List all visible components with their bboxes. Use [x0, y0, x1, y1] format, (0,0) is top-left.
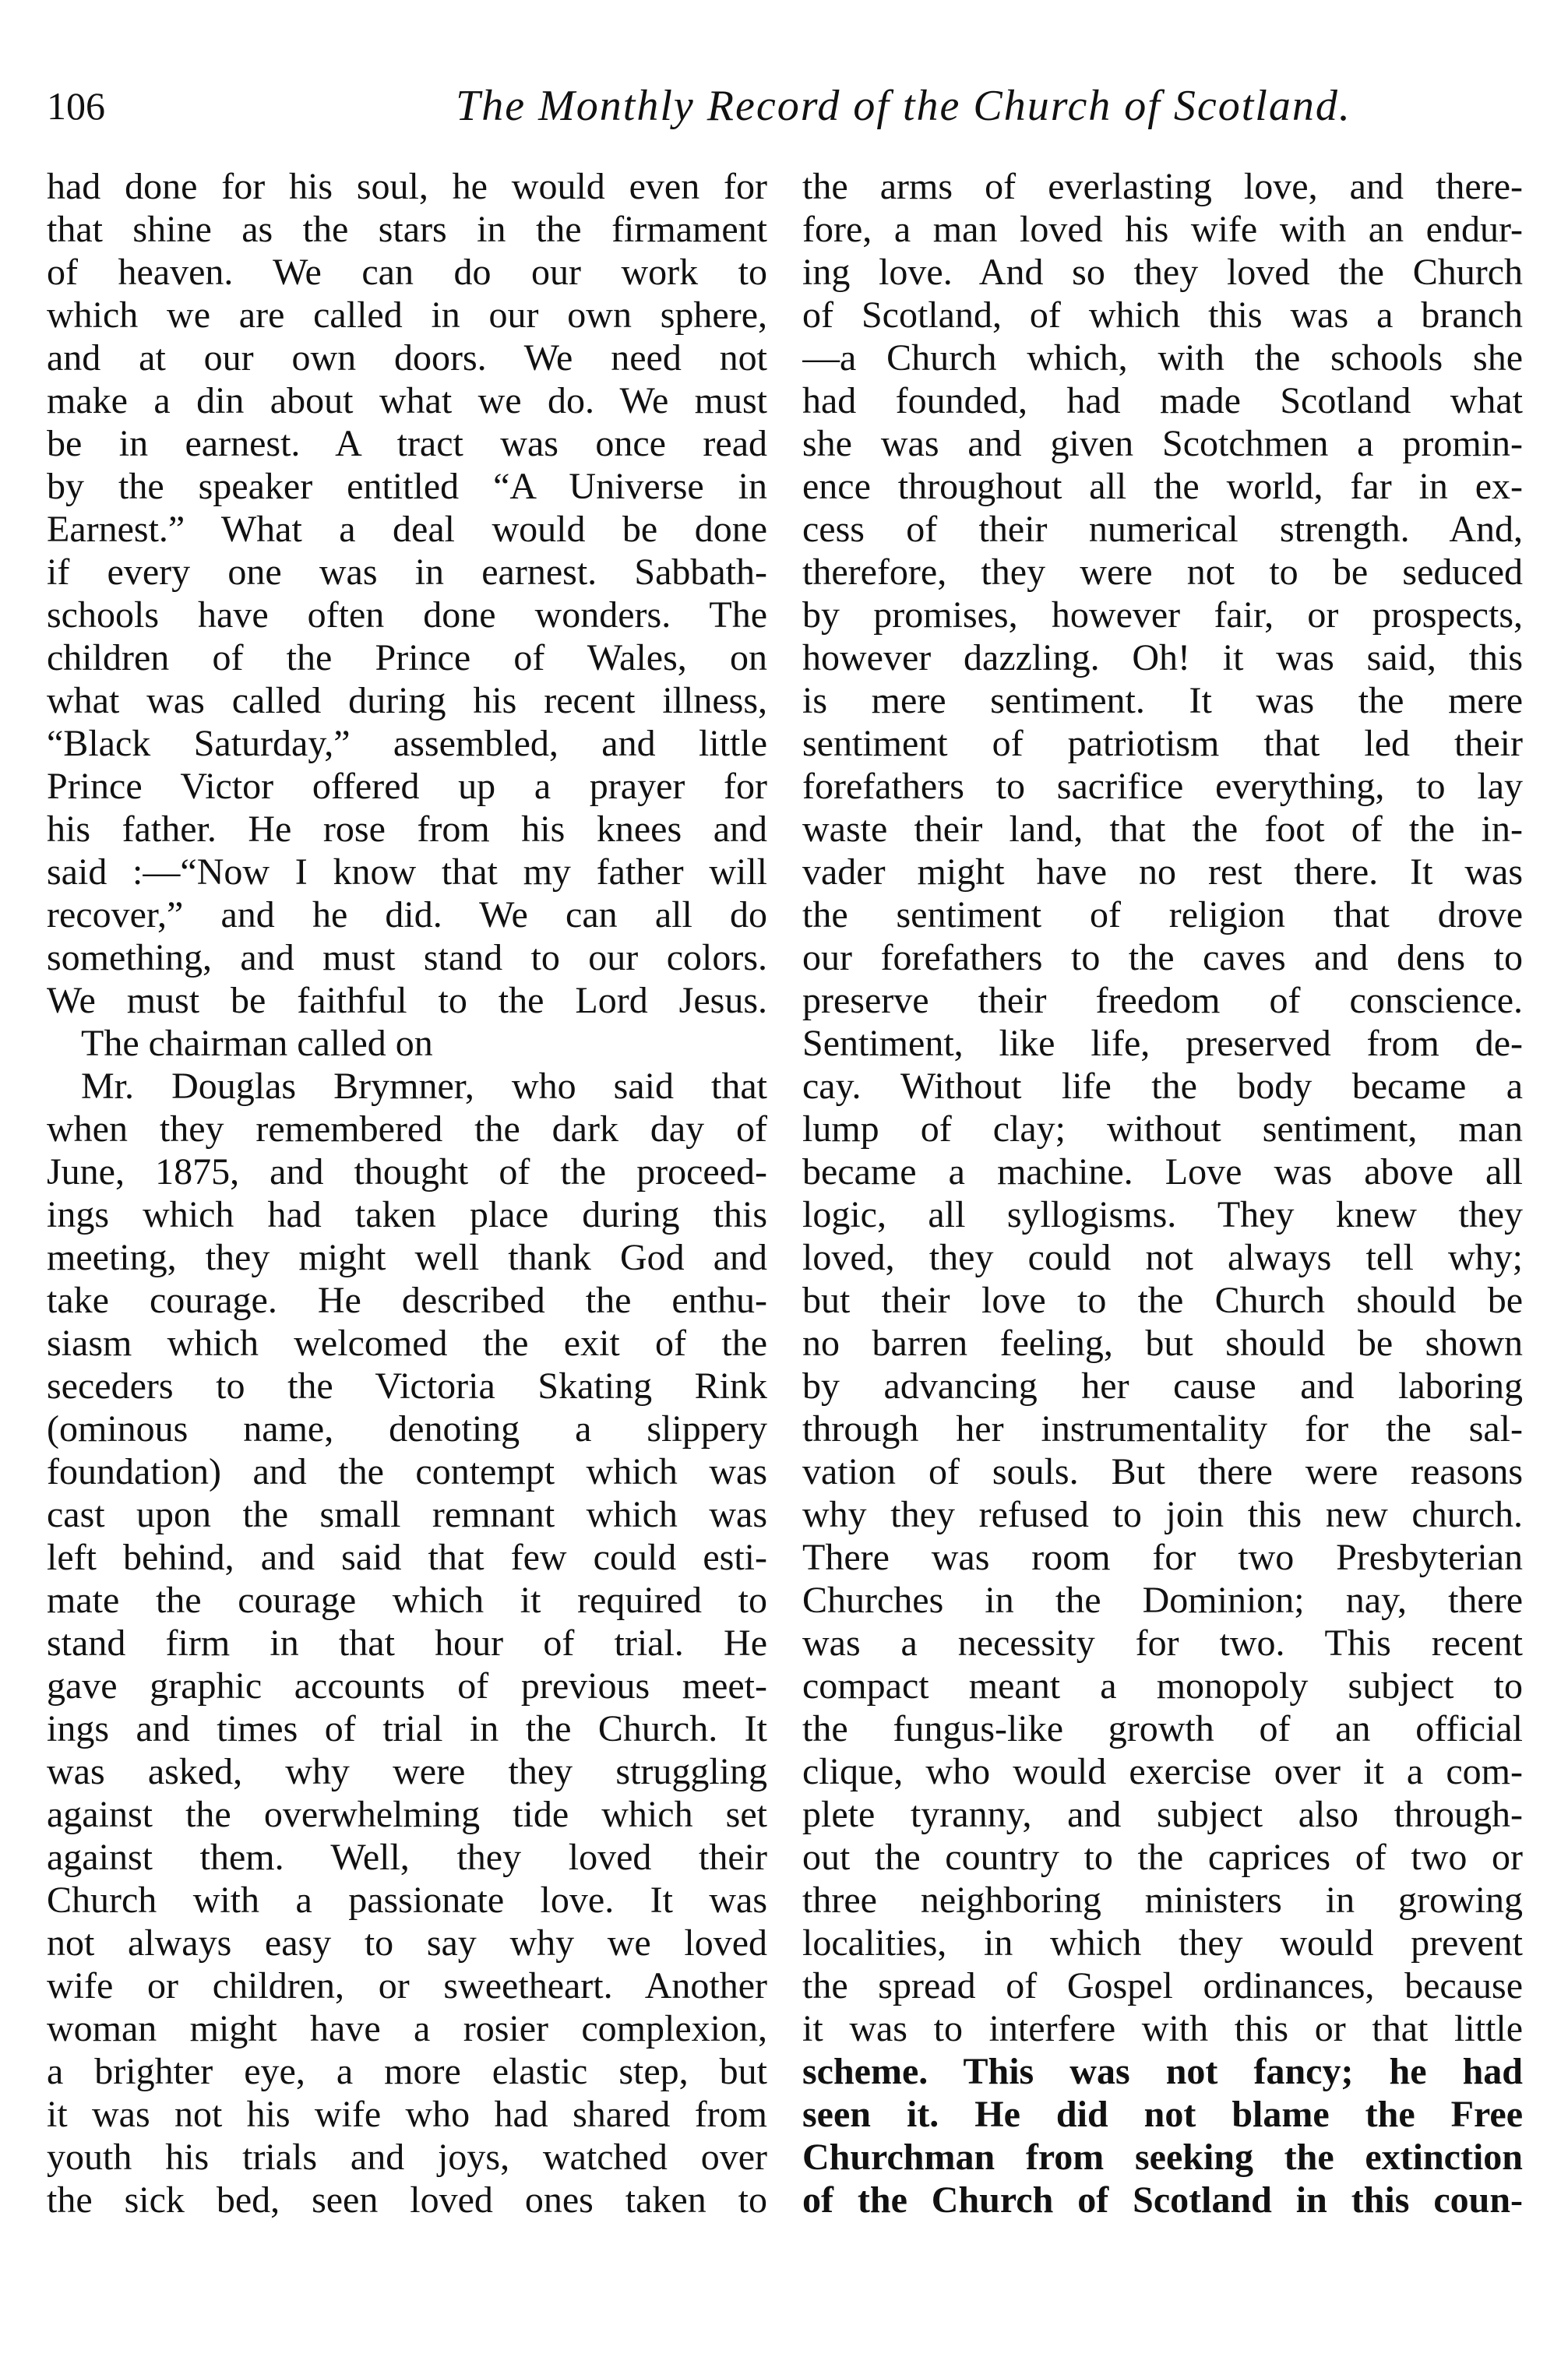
- text-line: Earnest.” What a deal would be done: [47, 509, 767, 550]
- left-column: [47, 165, 767, 2331]
- text-line: that shine as the stars in the firmament: [47, 209, 767, 250]
- text-line: lump of clay; without sentiment, man: [802, 1108, 1523, 1150]
- text-line: compact meant a monopoly subject to: [802, 1665, 1523, 1707]
- text-line: but their love to the Church should be: [802, 1280, 1523, 1321]
- text-line: something, and must stand to our colors.: [47, 937, 767, 978]
- text-line: gave graphic accounts of previous meet-: [47, 1665, 767, 1707]
- text-line: when they remembered the dark day of: [47, 1108, 767, 1150]
- text-line: vation of souls. But there were reasons: [802, 1451, 1523, 1492]
- text-line: meeting, they might well thank God and: [47, 1237, 767, 1278]
- text-line: make a din about what we do. We must: [47, 380, 767, 421]
- text-line: if every one was in earnest. Sabbath-: [47, 551, 767, 593]
- text-line: was asked, why were they struggling: [47, 1751, 767, 1792]
- text-line: mate the courage which it required to: [47, 1580, 767, 1621]
- text-line: seen it. He did not blame the Free: [802, 2094, 1523, 2135]
- text-line: the fungus-like growth of an official: [802, 1708, 1523, 1749]
- text-line: be in earnest. A tract was once read: [47, 423, 767, 464]
- text-line: cess of their numerical strength. And,: [802, 509, 1523, 550]
- text-line: of heaven. We can do our work to: [47, 252, 767, 293]
- text-line: had done for his soul, he would even for: [47, 166, 767, 207]
- text-line: waste their land, that the foot of the in-: [802, 809, 1523, 850]
- text-line: what was called during his recent illness,: [47, 680, 767, 721]
- text-line: plete tyranny, and subject also through-: [802, 1794, 1523, 1835]
- text-line: out the country to the caprices of two or: [802, 1837, 1523, 1878]
- text-line: left behind, and said that few could esti-: [47, 1537, 767, 1578]
- text-line: therefore, they were not to be seduced: [802, 551, 1523, 593]
- text-line: no barren feeling, but should be shown: [802, 1323, 1523, 1364]
- text-line: foundation) and the contempt which was: [47, 1451, 767, 1492]
- text-line: through her instrumentality for the sal-: [802, 1408, 1523, 1450]
- text-line: ings and times of trial in the Church. It: [47, 1708, 767, 1749]
- text-line: wife or children, or sweetheart. Another: [47, 1965, 767, 2006]
- text-line: seceders to the Victoria Skating Rink: [47, 1365, 767, 1407]
- text-line: Church with a passionate love. It was: [47, 1880, 767, 1921]
- text-line: children of the Prince of Wales, on: [47, 637, 767, 678]
- text-line: siasm which welcomed the exit of the: [47, 1323, 767, 1364]
- text-line: it was to interfere with this or that little: [802, 2008, 1523, 2049]
- text-line: three neighboring ministers in growing: [802, 1880, 1523, 1921]
- text-line: against the overwhelming tide which set: [47, 1794, 767, 1835]
- text-line: June, 1875, and thought of the proceed-: [47, 1151, 767, 1193]
- text-line: cast upon the small remnant which was: [47, 1494, 767, 1535]
- text-line: vader might have no rest there. It was: [802, 851, 1523, 893]
- text-line: take courage. He described the enthu-: [47, 1280, 767, 1321]
- text-line: was a necessity for two. This recent: [802, 1622, 1523, 1664]
- text-line: There was room for two Presbyterian: [802, 1537, 1523, 1578]
- text-line: ing love. And so they loved the Church: [802, 252, 1523, 293]
- text-line: of the Church of Scotland in this coun-: [802, 2179, 1523, 2221]
- text-line: a brighter eye, a more elastic step, but: [47, 2051, 767, 2092]
- text-line: his father. He rose from his knees and: [47, 809, 767, 850]
- text-line: sentiment of patriotism that led their: [802, 723, 1523, 764]
- text-line: our forefathers to the caves and dens to: [802, 937, 1523, 978]
- text-line: recover,” and he did. We can all do: [47, 894, 767, 935]
- text-line: Churches in the Dominion; nay, there: [802, 1580, 1523, 1621]
- text-line: by advancing her cause and laboring: [802, 1365, 1523, 1407]
- text-line: Sentiment, like life, preserved from de-: [802, 1023, 1523, 1064]
- text-line: is mere sentiment. It was the mere: [802, 680, 1523, 721]
- text-line: the spread of Gospel ordinances, because: [802, 1965, 1523, 2006]
- text-line: “Black Saturday,” assembled, and little: [47, 723, 767, 764]
- text-line: localities, in which they would prevent: [802, 1922, 1523, 1964]
- text-line: scheme. This was not fancy; he had: [802, 2051, 1523, 2092]
- text-line: schools have often done wonders. The: [47, 594, 767, 636]
- text-line: against them. Well, they loved their: [47, 1837, 767, 1878]
- text-line: —a Church which, with the schools she: [802, 337, 1523, 379]
- text-line: had founded, had made Scotland what: [802, 380, 1523, 421]
- text-line: stand firm in that hour of trial. He: [47, 1622, 767, 1664]
- text-line: forefathers to sacrifice everything, to lay: [802, 766, 1523, 807]
- text-line: ings which had taken place during this: [47, 1194, 767, 1235]
- text-line: the sick bed, seen loved ones taken to: [47, 2179, 767, 2221]
- text-line: and at our own doors. We need not: [47, 337, 767, 379]
- text-line: woman might have a rosier complexion,: [47, 2008, 767, 2049]
- text-line: however dazzling. Oh! it was said, this: [802, 637, 1523, 678]
- text-line: Prince Victor offered up a prayer for: [47, 766, 767, 807]
- text-line: cay. Without life the body became a: [802, 1066, 1523, 1107]
- text-line: ence throughout all the world, far in ex-: [802, 466, 1523, 507]
- text-line: The chairman called on: [81, 1023, 433, 1064]
- text-line: (ominous name, denoting a slippery: [47, 1408, 767, 1450]
- text-line: by promises, however fair, or prospects,: [802, 594, 1523, 636]
- text-line: said :—“Now I know that my father will: [47, 851, 767, 893]
- right-column: [802, 165, 1523, 2331]
- text-line: the arms of everlasting love, and there-: [802, 166, 1523, 207]
- text-line: clique, who would exercise over it a com-: [802, 1751, 1523, 1792]
- text-line: of Scotland, of which this was a branch: [802, 294, 1523, 336]
- text-line: by the speaker entitled “A Universe in: [47, 466, 767, 507]
- text-line: became a machine. Love was above all: [802, 1151, 1523, 1193]
- text-line: preserve their freedom of conscience.: [802, 980, 1523, 1021]
- text-line: which we are called in our own sphere,: [47, 294, 767, 336]
- running-title: The Monthly Record of the Church of Scotland.: [456, 82, 1351, 130]
- page-number: 106: [47, 84, 105, 128]
- text-line: Churchman from seeking the extinction: [802, 2137, 1523, 2178]
- text-line: why they refused to join this new church.: [802, 1494, 1523, 1535]
- text-line: she was and given Scotchmen a promin-: [802, 423, 1523, 464]
- text-line: Mr. Douglas Brymner, who said that: [81, 1066, 767, 1107]
- text-line: the sentiment of religion that drove: [802, 894, 1523, 935]
- text-line: logic, all syllogisms. They knew they: [802, 1194, 1523, 1235]
- page-header: [47, 75, 1511, 137]
- text-line: fore, a man loved his wife with an endur-: [802, 209, 1523, 250]
- text-line: We must be faithful to the Lord Jesus.: [47, 980, 767, 1021]
- text-line: it was not his wife who had shared from: [47, 2094, 767, 2135]
- text-line: loved, they could not always tell why;: [802, 1237, 1523, 1278]
- text-line: youth his trials and joys, watched over: [47, 2137, 767, 2178]
- text-line: not always easy to say why we loved: [47, 1922, 767, 1964]
